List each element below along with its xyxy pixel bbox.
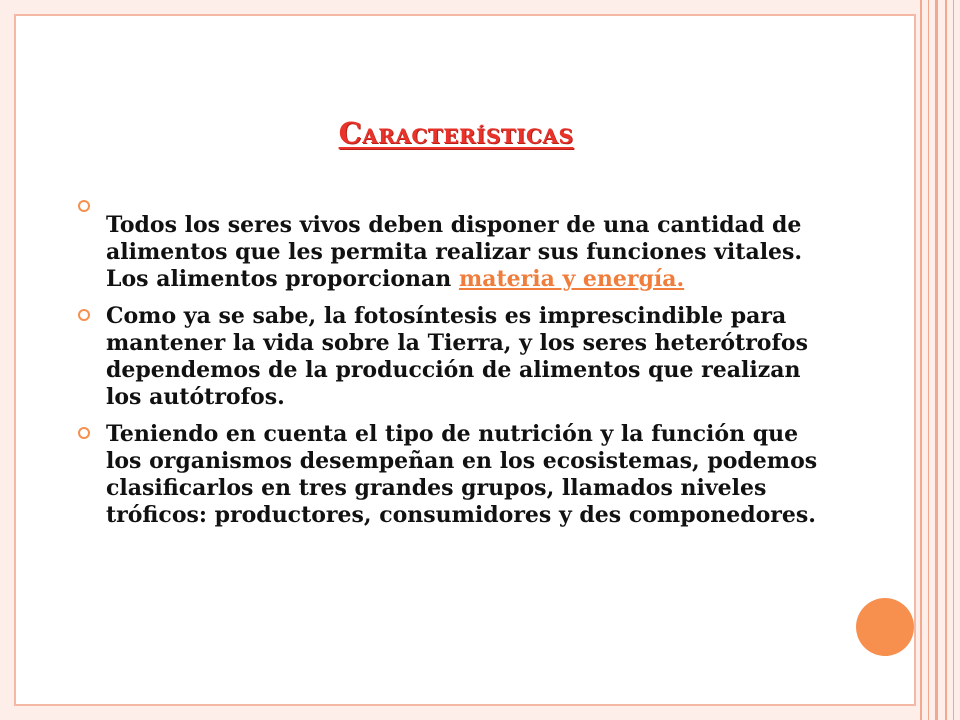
stripe-line [953, 0, 954, 720]
bullet-text-part: Todos los seres vivos deben disponer de una cantidad de alimentos que les permita realizar sus funciones vitales. Los alimentos proporcionan [106, 212, 803, 292]
bullet-list [78, 194, 838, 539]
stripe-line [928, 0, 929, 720]
list-item [78, 194, 838, 293]
bullet-text [106, 194, 838, 293]
list-item [78, 421, 838, 529]
circle-bullet-icon [78, 309, 90, 321]
circle-bullet-icon [78, 200, 90, 212]
orange-circle-decoration [856, 598, 914, 656]
stripe-line [935, 0, 938, 720]
bullet-text: Como ya se sabe, la fotosíntesis es imprescindible para mantener la vida sobre la Tierra, y los seres heterótrofos dependemos de la producción de alimentos que realizan los autótrofos. [106, 303, 808, 410]
slide-title: Características [338, 116, 574, 150]
decorative-stripes [916, 0, 960, 720]
slide-frame [14, 14, 916, 706]
list-item [78, 303, 838, 411]
bullet-text: Teniendo en cuenta el tipo de nutrición y la función que los organismos desempeñan en los ecosistemas, podemos clasificarlos en tres grandes grupos, llamados niveles tróficos: productores, consumidores y des componedores. [106, 421, 818, 528]
stripe-line [945, 0, 947, 720]
stripe-line [920, 0, 922, 720]
circle-bullet-icon [78, 427, 90, 439]
materia-energia-link[interactable]: materia y energía. [458, 266, 685, 292]
